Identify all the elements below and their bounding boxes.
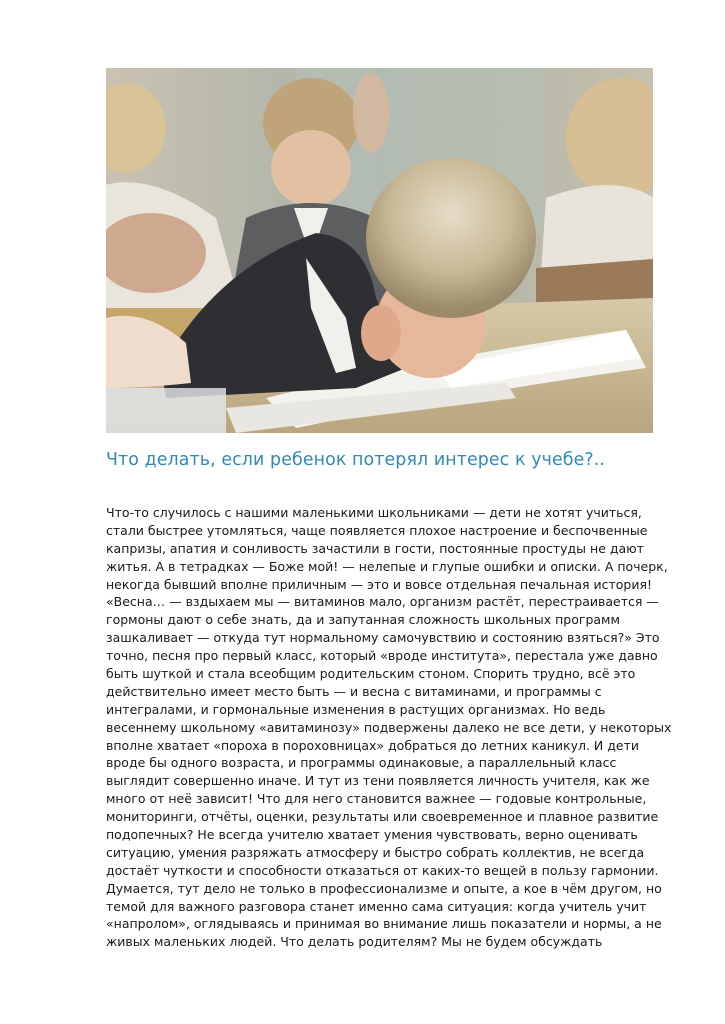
body-line: действительно имеет место быть — и весна с витаминами, и программы с [106, 683, 602, 699]
body-line: гормоны дают о себе знать, да и запутанная сложность школьных программ [106, 612, 620, 628]
body-line: Думается, тут дело не только в профессионализме и опыте, а кое в чём другом, но [106, 880, 662, 896]
body-line: некогда бывший вполне приличным — это и вовсе отдельная печальная история! [106, 576, 652, 592]
article-body [106, 504, 672, 951]
body-line: темой для важного разговора станет именно сама ситуация: когда учитель учит [106, 898, 647, 914]
body-line: весеннему школьному «авитаминозу» подвержены далеко не все дети, у некоторых [106, 719, 672, 735]
body-line: капризы, апатия и сонливость зачастили в гости, постоянные простуды не дают [106, 540, 644, 556]
body-line: вполне хватает «пороха в пороховницах» добраться до летних каникул. И дети [106, 737, 639, 753]
body-line: достаёт чуткости и способности отказаться от каких-то вещей в пользу гармонии. [106, 862, 659, 878]
body-line: живых маленьких людей. Что делать родителям? Мы не будем обсуждать [106, 934, 603, 950]
body-line: «напролом», оглядываясь и принимая во внимание лишь показатели и нормы, а не [106, 916, 662, 932]
body-line: быть шуткой и стала всеобщим родительским стоном. Спорить трудно, всё это [106, 666, 636, 682]
body-line: ситуацию, умения разряжать атмосферу и быстро собрать коллектив, не всегда [106, 844, 645, 860]
body-line: интегралами, и гормональные изменения в растущих организмах. Но ведь [106, 701, 606, 717]
article-photo [106, 68, 653, 433]
article-title: Что делать, если ребенок потерял интерес к учебе?.. [106, 450, 605, 470]
body-line: житья. А в тетрадках — Боже мой! — нелепые и глупые ошибки и описки. А почерк, [106, 558, 668, 574]
body-line: выглядит совершенно иначе. И тут из тени появляется личность учителя, как же [106, 773, 650, 789]
body-line: много от неё зависит! Что для него становится важнее — годовые контрольные, [106, 791, 647, 807]
body-line: подопечных? Не всегда учителю хватает умения чувствовать, верно оценивать [106, 827, 638, 843]
body-line: Что-то случилось с нашими маленькими школьниками — дети не хотят учиться, [106, 505, 642, 520]
body-line: вроде бы одного возраста, и программы одинаковые, а параллельный класс [106, 755, 617, 771]
body-line: точно, песня про первый класс, который «вроде института», перестала уже давно [106, 648, 658, 664]
body-line: стали быстрее утомляться, чаще появляется плохое настроение и беспочвенные [106, 522, 648, 538]
body-line: «Весна… — вздыхаем мы — витаминов мало, организм растёт, перестраивается — [106, 594, 659, 610]
body-line: мониторинги, отчёты, оценки, результаты или своевременное и плавное развитие [106, 809, 659, 825]
body-line: зашкаливает — откуда тут нормальному самочувствию и состоянию взяться?» Это [106, 630, 660, 646]
schoolboy-photo-icon [106, 68, 653, 433]
